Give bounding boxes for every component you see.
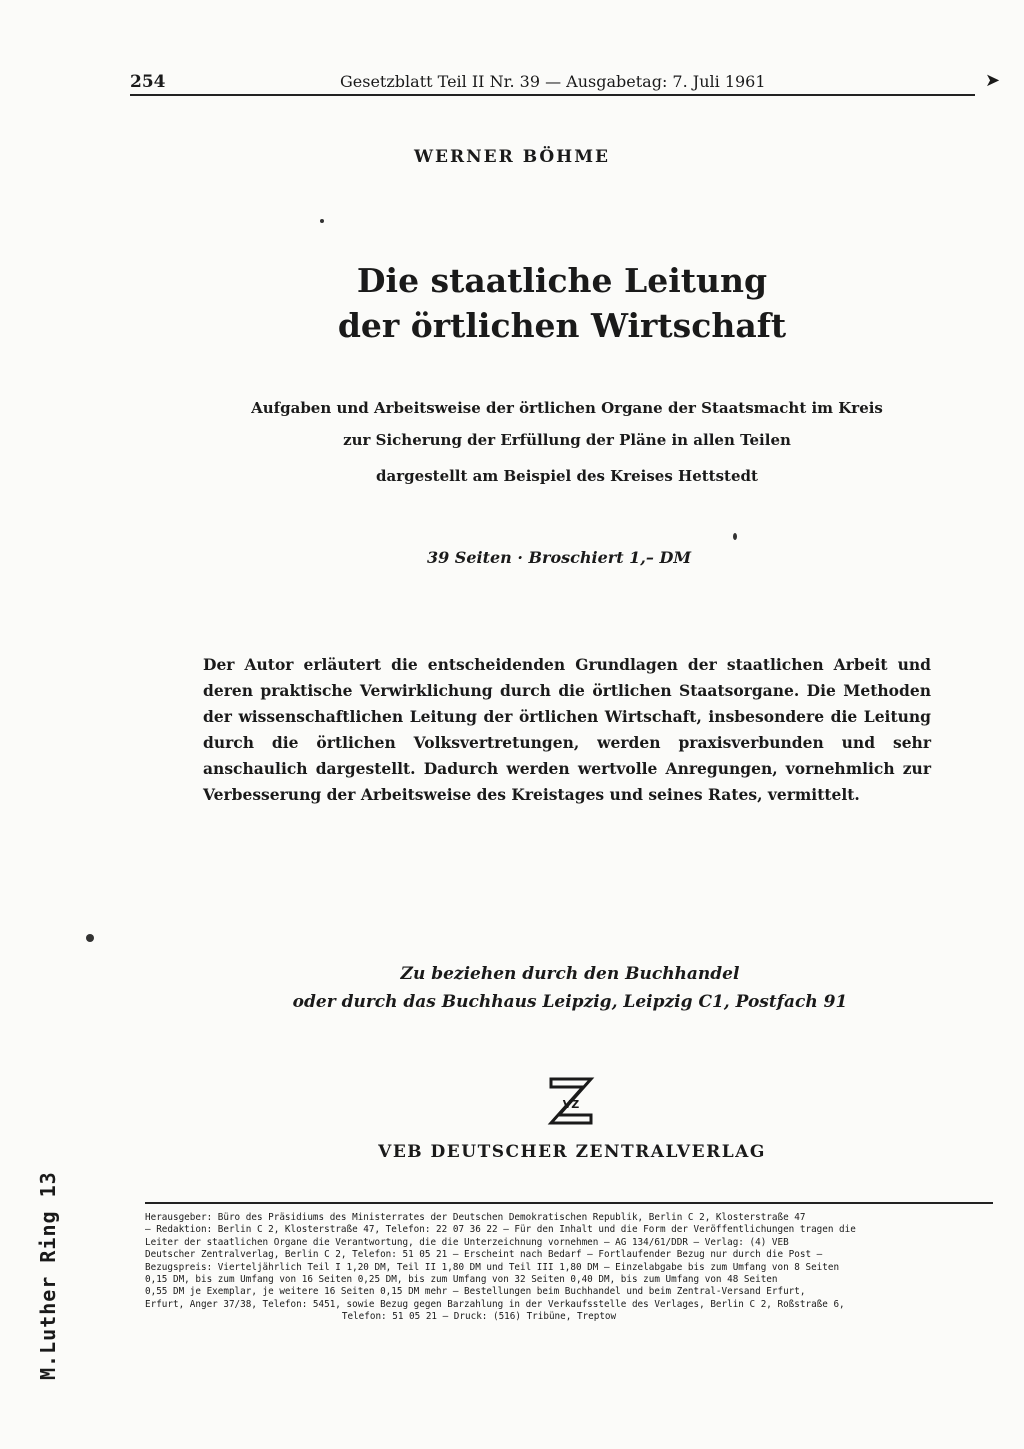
author-name: WERNER BÖHME — [413, 147, 611, 167]
price-line: 39 Seiten · Broschiert 1,– DM — [426, 548, 692, 567]
page-arrow-icon: ➤ — [985, 70, 1001, 91]
running-header — [130, 72, 975, 98]
order-line-1: Zu beziehen durch den Buchhandel — [400, 964, 740, 984]
subtitle-line-1: Aufgaben und Arbeitsweise der örtlichen Organe der Staatsmacht im Kreis — [251, 399, 883, 417]
title-line-1: Die staatliche Leitung — [356, 261, 768, 300]
scan-speck — [320, 219, 324, 223]
book-subtitle — [0, 392, 1024, 456]
header-text: Gesetzblatt Teil II Nr. 39 — Ausgabetag: 7. Juli 1961 — [340, 72, 766, 91]
subtitle-line-3: dargestellt am Beispiel des Kreises Hettstedt — [376, 467, 758, 485]
subtitle-line-2: zur Sicherung der Erfüllung der Pläne in allen Teilen — [343, 431, 791, 449]
imprint-rule — [145, 1202, 993, 1204]
imprint-line: Erfurt, Anger 37/38, Telefon: 5451, sowie Bezug gegen Barzahlung in der Verkaufsstelle des Verlages, Berlin C 2, Roßstraße 6, — [145, 1298, 845, 1310]
imprint-line: Bezugspreis: Vierteljährlich Teil I 1,20 DM, Teil II 1,80 DM und Teil III 1,80 DM — Einzelabgabe bis zum Umfang von 8 Seiten — [145, 1261, 840, 1273]
book-title — [0, 258, 1024, 348]
imprint-line: Leiter der staatlichen Organe die Verantwortung, die die Unterzeichnung vornehmen — AG 134/61/DDR — Verlag: (4) VEB — [145, 1236, 789, 1248]
publisher-name: VEB DEUTSCHER ZENTRALVERLAG — [378, 1142, 766, 1162]
order-line-2: oder durch das Buchhaus Leipzig, Leipzig C1, Postfach 91 — [292, 992, 848, 1012]
logo-text: VZ — [562, 1098, 580, 1111]
page-number: 254 — [130, 72, 166, 92]
imprint-line: Telefon: 51 05 21 — Druck: (516) Tribüne, Treptow — [341, 1311, 617, 1323]
book-description: Der Autor erläutert die entscheidenden Grundlagen der staatlichen Arbeit und deren praktische Verwirklichung durch die örtlichen Staatsorgane. Die Methoden der wissenschaftlichen Leitung der örtlichen Wirtschaft, insbesondere die Leitung durch die örtlichen Volksvertretungen, werden praxisverbunden und sehr anschaulich dargestellt. Dadurch werden wertvolle Anregungen, vornehmlich zur Verbesserung der Arbeitsweise des Kreistages und seines Rates, vermittelt. — [203, 655, 931, 804]
order-info — [0, 960, 1024, 1016]
imprint-line: 0,55 DM je Exemplar, je weitere 16 Seiten 0,15 DM mehr — Bestellungen beim Buchhandel und beim Zentral-Versand Erfurt, — [145, 1286, 806, 1298]
imprint-line: Herausgeber: Büro des Präsidiums des Ministerrates der Deutschen Demokratischen Republik, Berlin C 2, Klosterstraße 47 — [145, 1212, 806, 1223]
scan-speck — [86, 934, 94, 942]
imprint-block — [145, 1212, 993, 1324]
publisher-logo-icon — [545, 1075, 597, 1127]
imprint-line: 0,15 DM, bis zum Umfang von 16 Seiten 0,25 DM, bis zum Umfang von 32 Seiten 0,40 DM, bis zum Umfang von 48 Seiten — [145, 1274, 778, 1286]
imprint-line: — Redaktion: Berlin C 2, Klosterstraße 47, Telefon: 22 07 36 22 — Für den Inhalt und die Form der Veröffentlichungen tragen die — [145, 1224, 856, 1236]
margin-stamp-text: M.Luther Ring 13 — [36, 1171, 60, 1380]
title-line-2: der örtlichen Wirtschaft — [337, 306, 787, 345]
scan-speck — [733, 533, 737, 540]
header-rule — [130, 94, 975, 96]
margin-stamp — [28, 1160, 68, 1380]
imprint-line: Deutscher Zentralverlag, Berlin C 2, Telefon: 51 05 21 — Erscheint nach Bedarf — Fortlaufender Bezug nur durch die Post — — [145, 1249, 823, 1261]
